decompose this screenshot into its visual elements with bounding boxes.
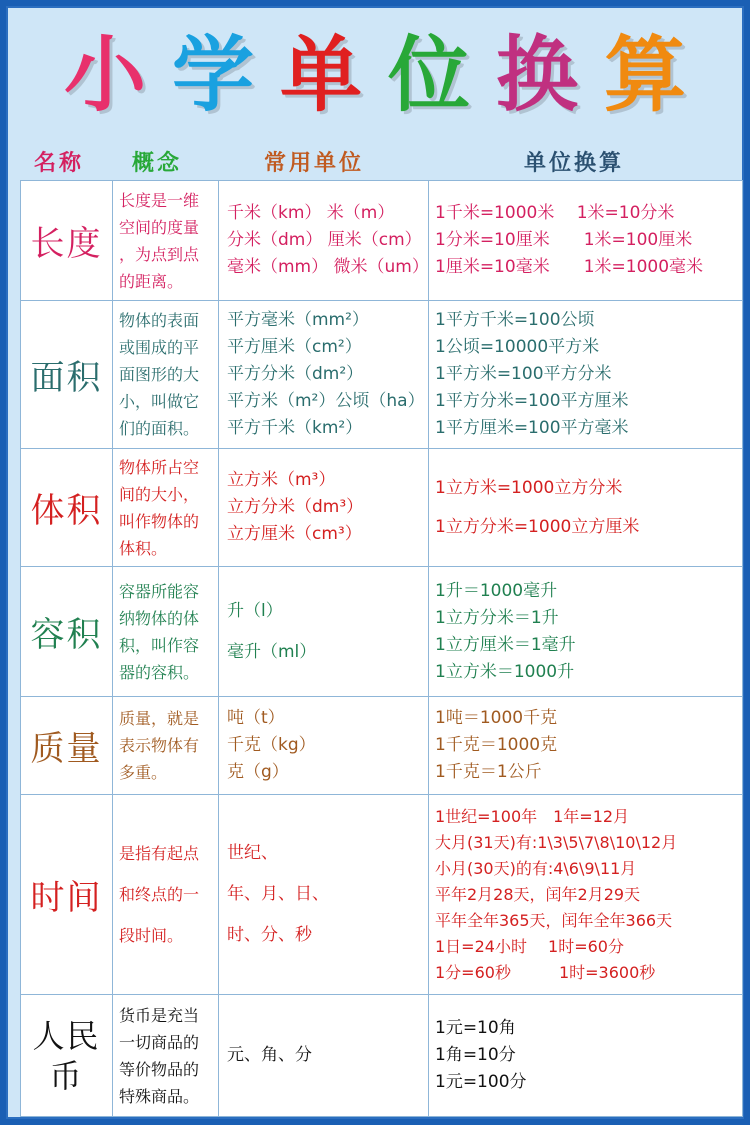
conversion-line: 1分=60秒 1时=3600秒 <box>435 962 656 982</box>
title-char: 单 <box>279 28 362 123</box>
concept-line: 特殊商品。 <box>119 1086 200 1106</box>
row-units <box>219 795 429 995</box>
concept-line: 面图形的大 <box>119 365 200 384</box>
unit-line: 年、月、日、 <box>227 884 329 904</box>
row-conversion <box>429 567 743 697</box>
conversion-line: 1元=100分 <box>435 1072 527 1092</box>
table-row <box>21 181 743 301</box>
row-name: 质量 <box>21 697 113 795</box>
unit-line: 立方厘米（cm³） <box>227 524 362 544</box>
unit-line: 平方厘米（cm²） <box>227 337 362 357</box>
conversion-line: 1平方米=100平方分米 <box>435 364 612 384</box>
concept-line: 和终点的一 <box>119 885 200 904</box>
conversion-line: 1千米=1000米 1米=10分米 <box>435 203 675 223</box>
unit-line: 平方千米（km²） <box>227 418 363 438</box>
row-name: 容积 <box>21 567 113 697</box>
page-title <box>8 26 742 126</box>
unit-line: 克（g） <box>227 762 289 782</box>
title-char: 换 <box>496 28 579 123</box>
concept-line: 空间的度量 <box>119 217 200 237</box>
column-headers <box>8 146 742 178</box>
concept-line: 质量，就是 <box>119 709 200 728</box>
conversion-line: 平年2月28天，闰年2月29天 <box>435 884 641 904</box>
conversion-table <box>20 180 743 1117</box>
unit-line <box>219 908 428 922</box>
table-row <box>21 449 743 567</box>
row-conversion <box>429 995 743 1117</box>
table-row <box>21 995 743 1117</box>
conversion-line: 平年全年365天，闰年全年366天 <box>435 910 673 930</box>
conversion-line: 1平方分米=100平方厘米 <box>435 391 629 411</box>
row-conversion <box>429 449 743 567</box>
conversion-line: 1元=10角 <box>435 1018 516 1038</box>
header-conversion: 单位换算 <box>524 151 625 176</box>
title-char: 小 <box>63 28 146 123</box>
table-row <box>21 795 743 995</box>
unit-line: 世纪、 <box>227 843 278 863</box>
concept-line: 表示物体有 <box>119 736 200 755</box>
concept-line: ，为点到点 <box>119 244 200 264</box>
row-units <box>219 181 429 301</box>
conversion-line: 1立方米＝1000升 <box>435 661 575 682</box>
concept-line <box>119 867 212 881</box>
concept-line: 多重。 <box>119 763 168 782</box>
unit-line: 时、分、秒 <box>227 925 312 945</box>
row-name: 人民币 <box>21 995 113 1117</box>
unit-line: 毫升（ml） <box>227 641 317 662</box>
header-units: 常用单位 <box>264 151 365 176</box>
unit-line: 吨（t） <box>227 708 285 728</box>
unit-line: 立方分米（dm³） <box>227 497 364 517</box>
concept-line: 小，叫做它 <box>119 392 200 411</box>
row-concept <box>113 301 219 449</box>
concept-line: 积，叫作容 <box>119 635 200 655</box>
conversion-line: 1立方米=1000立方分米 <box>435 477 623 498</box>
concept-line: 们的面积。 <box>119 419 200 438</box>
unit-line: 升（l） <box>227 600 283 621</box>
unit-line: 立方米（m³） <box>227 470 336 490</box>
row-name: 长度 <box>21 181 113 301</box>
concept-line: 物体的表面 <box>119 311 200 330</box>
conversion-line: 1日=24小时 1时=60分 <box>435 936 624 956</box>
concept-line: 等价物品的 <box>119 1059 200 1079</box>
conversion-line: 1千克＝1公斤 <box>435 762 542 782</box>
row-name: 面积 <box>21 301 113 449</box>
row-name: 体积 <box>21 449 113 567</box>
unit-line: 平方分米（dm²） <box>227 364 364 384</box>
unit-line: 毫米（mm） 微米（um） <box>227 257 429 277</box>
unit-line: 平方米（m²）公顷（ha） <box>227 391 425 411</box>
table-row <box>21 567 743 697</box>
conversion-line: 大月(31天)有:1\3\5\7\8\10\12月 <box>435 832 678 852</box>
poster <box>6 6 744 1119</box>
concept-line: 是指有起点 <box>119 844 200 863</box>
conversion-line: 小月(30天)的有:4\6\9\11月 <box>435 858 637 878</box>
concept-line: 物体所占空 <box>119 457 200 477</box>
row-conversion <box>429 301 743 449</box>
unit-line: 千克（kg） <box>227 735 316 755</box>
concept-line: 或围成的平 <box>119 338 200 357</box>
conversion-line: 1立方分米=1000立方厘米 <box>435 516 640 537</box>
row-conversion <box>429 181 743 301</box>
conversion-line: 1公顷=10000平方米 <box>435 337 600 357</box>
table-row <box>21 301 743 449</box>
unit-line: 元、角、分 <box>227 1045 312 1065</box>
title-char: 算 <box>604 28 687 123</box>
title-char: 位 <box>388 28 471 123</box>
concept-line: 长度是一维 <box>119 190 200 210</box>
concept-line: 体积。 <box>119 538 168 558</box>
concept-line: 叫作物体的 <box>119 511 200 531</box>
concept-line: 间的大小， <box>119 484 200 504</box>
unit-line <box>219 625 428 639</box>
conversion-line: 1厘米=10毫米 1米=1000毫米 <box>435 257 704 277</box>
row-conversion <box>429 697 743 795</box>
conversion-line: 1吨＝1000千克 <box>435 708 558 728</box>
row-concept <box>113 567 219 697</box>
conversion-line: 1升＝1000毫升 <box>435 580 558 601</box>
concept-line: 器的容积。 <box>119 662 200 682</box>
row-concept <box>113 449 219 567</box>
conversion-line: 1立方分米＝1升 <box>435 607 559 628</box>
conversion-line <box>429 502 742 514</box>
concept-line: 一切商品的 <box>119 1032 200 1052</box>
unit-line: 分米（dm） 厘米（cm） <box>227 230 422 250</box>
conversion-line: 1千克＝1000克 <box>435 735 558 755</box>
row-units <box>219 449 429 567</box>
concept-line: 容器所能容 <box>119 581 200 601</box>
row-concept <box>113 181 219 301</box>
conversion-line: 1角=10分 <box>435 1045 516 1065</box>
row-units <box>219 697 429 795</box>
conversion-line: 1分米=10厘米 1米=100厘米 <box>435 230 693 250</box>
row-concept <box>113 995 219 1117</box>
row-conversion <box>429 795 743 995</box>
unit-line <box>219 867 428 881</box>
row-units <box>219 995 429 1117</box>
row-name: 时间 <box>21 795 113 995</box>
row-concept <box>113 697 219 795</box>
concept-line: 货币是充当 <box>119 1005 200 1025</box>
unit-line: 千米（km） 米（m） <box>227 203 395 223</box>
row-units <box>219 301 429 449</box>
concept-line: 段时间。 <box>119 926 184 945</box>
concept-line: 的距离。 <box>119 271 184 291</box>
concept-line: 纳物体的体 <box>119 608 200 628</box>
conversion-line: 1平方千米=100公顷 <box>435 310 595 330</box>
title-char: 学 <box>171 28 254 123</box>
row-units <box>219 567 429 697</box>
table-row <box>21 697 743 795</box>
conversion-line: 1立方厘米＝1毫升 <box>435 634 576 655</box>
unit-line: 平方毫米（mm²） <box>227 310 369 330</box>
header-concept: 概念 <box>132 151 183 176</box>
row-concept <box>113 795 219 995</box>
header-name: 名称 <box>34 151 85 176</box>
conversion-line: 1平方厘米=100平方毫米 <box>435 418 629 438</box>
conversion-line: 1世纪=100年 1年=12月 <box>435 806 630 826</box>
concept-line <box>119 908 212 922</box>
